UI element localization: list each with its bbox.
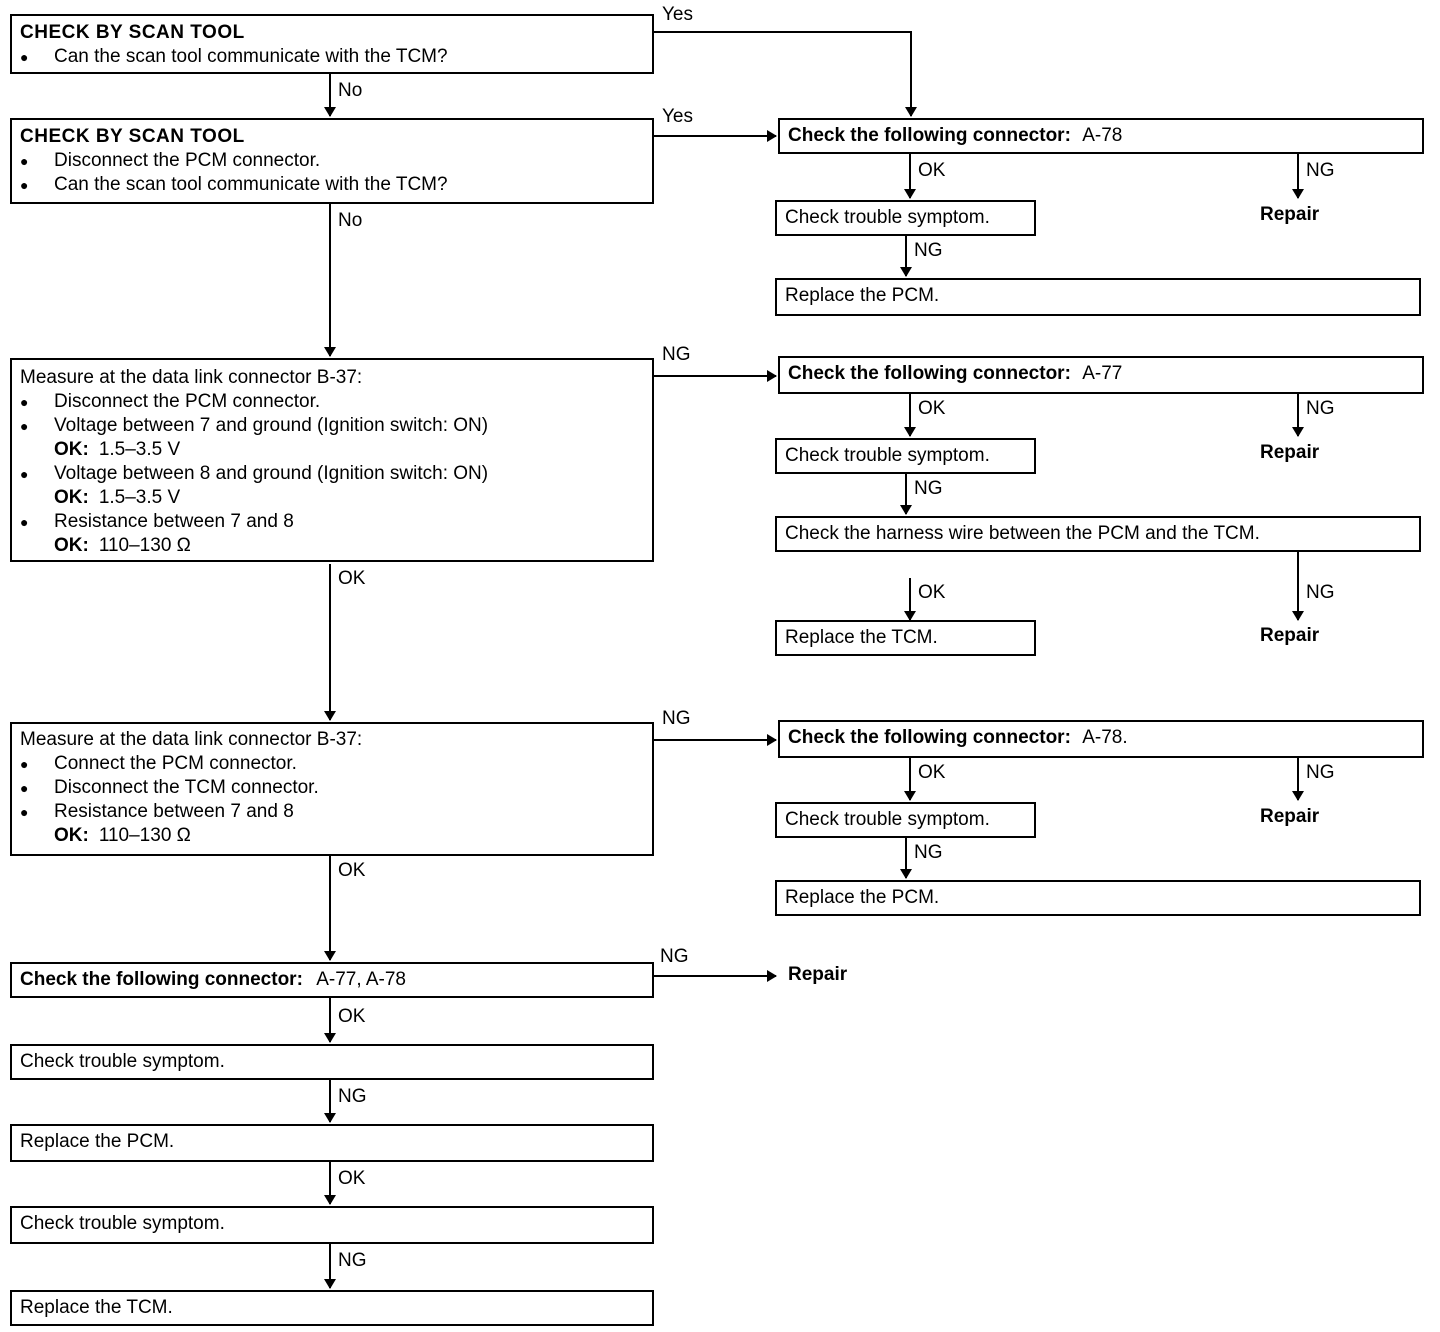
- step4-title: Measure at the data link connector B-37:: [20, 729, 363, 750]
- bullet-icon: ●: [20, 804, 29, 820]
- label-ok: OK: [338, 860, 366, 881]
- label-ng: NG: [660, 946, 689, 967]
- bullet-icon: ●: [20, 418, 29, 434]
- step3-ok-1: 1.5–3.5 V: [98, 439, 181, 460]
- step8-text: Check trouble symptom.: [20, 1213, 225, 1234]
- label-no: No: [338, 80, 363, 101]
- label-ng: NG: [662, 344, 691, 365]
- label-ng: NG: [1306, 398, 1335, 419]
- label-ok: OK: [338, 1168, 366, 1189]
- label-ng: NG: [1306, 582, 1335, 603]
- arrow-step1-yes: [653, 32, 911, 116]
- bullet-icon: ●: [20, 756, 29, 772]
- right3-connector-bold: Check the following connector:: [788, 727, 1071, 748]
- right2-symptom-box: [775, 438, 1036, 474]
- step7-text: Replace the PCM.: [20, 1131, 175, 1152]
- step1-item-1: Can the scan tool communicate with the TCM?: [54, 46, 448, 67]
- step9-replace-tcm-box: [10, 1290, 654, 1326]
- right3-symptom-box: [775, 802, 1036, 838]
- bullet-icon: ●: [20, 49, 29, 65]
- step3-ok-2: 1.5–3.5 V: [98, 487, 181, 508]
- step1-title: CHECK BY SCAN TOOL: [20, 22, 245, 43]
- step3-item-2: Voltage between 7 and ground (Ignition switch: ON): [54, 415, 489, 436]
- step4-item-1: Connect the PCM connector.: [54, 753, 297, 774]
- label-ng: NG: [914, 478, 943, 499]
- right3-replace-text: Replace the PCM.: [785, 887, 940, 908]
- label-ok: OK: [918, 582, 946, 603]
- right1-connector-rest: A-78: [1082, 125, 1123, 146]
- step1-scan-tool-box: [10, 14, 654, 74]
- label-ok: OK: [338, 568, 366, 589]
- right2-repair-text-1: Repair: [1260, 442, 1320, 463]
- step5-connector-box: [10, 962, 654, 998]
- step5-repair-text: Repair: [788, 964, 848, 985]
- step3-item-4: Resistance between 7 and 8: [54, 511, 294, 532]
- right3-connector-rest: A-78.: [1082, 727, 1128, 748]
- step2-title: CHECK BY SCAN TOOL: [20, 126, 245, 147]
- step4-item-3: Resistance between 7 and 8: [54, 801, 294, 822]
- step5-title-bold: Check the following connector:: [20, 969, 303, 990]
- right2-replace-box: [775, 620, 1036, 656]
- label-ng: NG: [338, 1250, 367, 1271]
- ok-label: OK:: [54, 825, 89, 846]
- right3-repair-text: Repair: [1260, 806, 1320, 827]
- step3-title: Measure at the data link connector B-37:: [20, 367, 363, 388]
- ok-label: OK:: [54, 535, 89, 556]
- label-yes: Yes: [662, 106, 693, 127]
- right1-connector-bold: Check the following connector:: [788, 125, 1071, 146]
- step4-ok-1: 110–130 Ω: [98, 825, 191, 846]
- bullet-icon: ●: [20, 780, 29, 796]
- bullet-icon: ●: [20, 153, 29, 169]
- right2-connector-bold: Check the following connector:: [788, 363, 1071, 384]
- label-yes: Yes: [662, 4, 693, 25]
- step3-measure-box: [10, 358, 654, 562]
- bullet-icon: ●: [20, 514, 29, 530]
- label-ok: OK: [918, 398, 946, 419]
- step7-replace-pcm-box: [10, 1124, 654, 1162]
- right2-repair-text-2: Repair: [1260, 625, 1320, 646]
- right1-replace-text: Replace the PCM.: [785, 285, 940, 306]
- bullet-icon: ●: [20, 394, 29, 410]
- right2-harness-text: Check the harness wire between the PCM and the TCM.: [785, 523, 1260, 544]
- step9-text: Replace the TCM.: [20, 1297, 173, 1318]
- step5-title-rest: A-77, A-78: [316, 969, 406, 990]
- right1-replace-box: [775, 278, 1421, 316]
- label-ng: NG: [914, 240, 943, 261]
- right2-connector-rest: A-77: [1082, 363, 1123, 384]
- step4-item-2: Disconnect the TCM connector.: [54, 777, 319, 798]
- step3-item-1: Disconnect the PCM connector.: [54, 391, 321, 412]
- label-ng: NG: [1306, 762, 1335, 783]
- right1-repair-text: Repair: [1260, 204, 1320, 225]
- label-ng: NG: [338, 1086, 367, 1107]
- step2-item-1: Disconnect the PCM connector.: [54, 150, 321, 171]
- right1-symptom-box: [775, 200, 1036, 236]
- ok-label: OK:: [54, 487, 89, 508]
- label-no: No: [338, 210, 363, 231]
- label-ok: OK: [918, 160, 946, 181]
- right1-symptom-text: Check trouble symptom.: [785, 207, 990, 228]
- right3-replace-box: [775, 880, 1421, 916]
- right3-connector-box: [778, 720, 1424, 758]
- ok-label: OK:: [54, 439, 89, 460]
- right2-connector-box: [778, 356, 1424, 394]
- label-ng: NG: [914, 842, 943, 863]
- right3-symptom-text: Check trouble symptom.: [785, 809, 990, 830]
- bullet-icon: ●: [20, 177, 29, 193]
- step3-item-3: Voltage between 8 and ground (Ignition switch: ON): [54, 463, 489, 484]
- bullet-icon: ●: [20, 466, 29, 482]
- step2-scan-tool-box: [10, 118, 654, 204]
- step4-measure-box: [10, 722, 654, 856]
- label-ng: NG: [662, 708, 691, 729]
- label-ok: OK: [338, 1006, 366, 1027]
- step2-item-2: Can the scan tool communicate with the TCM?: [54, 174, 448, 195]
- right2-harness-box: [775, 516, 1421, 552]
- step3-ok-3: 110–130 Ω: [98, 535, 191, 556]
- right2-replace-text: Replace the TCM.: [785, 627, 938, 648]
- step6-text: Check trouble symptom.: [20, 1051, 225, 1072]
- step6-symptom-box: [10, 1044, 654, 1080]
- right1-connector-box: [778, 118, 1424, 154]
- label-ok: OK: [918, 762, 946, 783]
- right2-symptom-text: Check trouble symptom.: [785, 445, 990, 466]
- step8-symptom-box: [10, 1206, 654, 1244]
- label-ng: NG: [1306, 160, 1335, 181]
